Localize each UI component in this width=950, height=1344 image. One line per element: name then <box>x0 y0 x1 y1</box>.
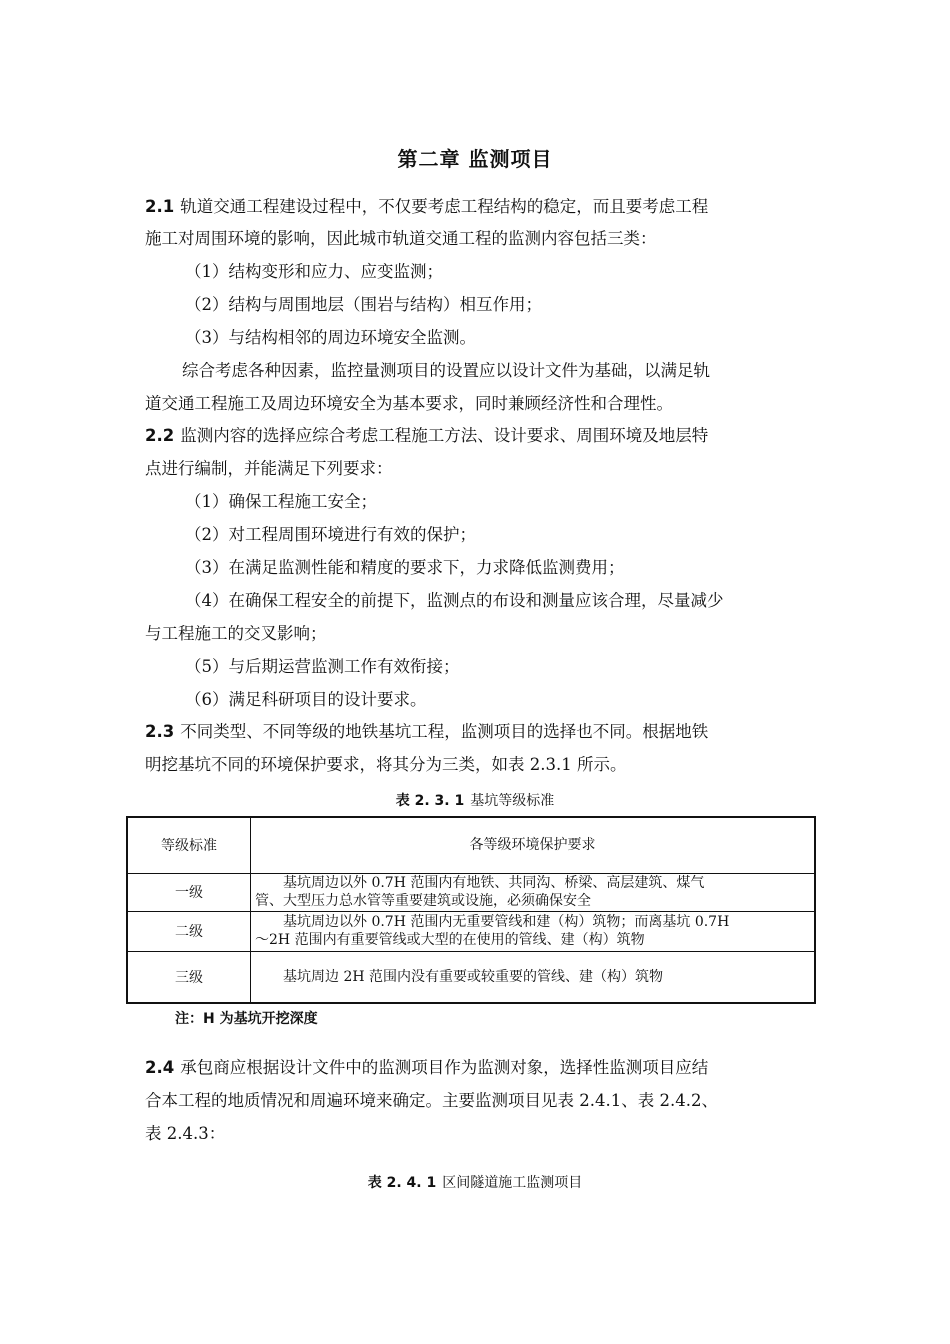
s24-line2: 合本工程的地质情况和周遍环境来确定。主要监测项目见表 2.4.1、表 2.4.2、 <box>145 1091 718 1110</box>
table-row <box>127 873 815 911</box>
s23-line1: 2.3 不同类型、不同等级的地铁基坑工程，监测项目的选择也不同。根据地铁 <box>145 722 709 741</box>
s24-number: 2.4 <box>145 1058 175 1077</box>
s23-line2: 明挖基坑不同的环境保护要求，将其分为三类，如表 2.3.1 所示。 <box>145 755 627 774</box>
s21-item-3: （3）与结构相邻的周边环境安全监测。 <box>185 328 476 347</box>
table-row <box>127 911 815 951</box>
s22-number: 2.2 <box>145 426 175 445</box>
table-row <box>127 951 815 1003</box>
s24-line1: 2.4 承包商应根据设计文件中的监测项目作为监测对象，选择性监测项目应结 <box>145 1058 709 1077</box>
row-grade: 二级 <box>127 911 251 951</box>
s21-item-1: （1）结构变形和应力、应变监测； <box>185 262 443 281</box>
s22-item-3: （3）在满足监测性能和精度的要求下，力求降低监测费用； <box>185 558 625 577</box>
table-231 <box>126 816 816 1004</box>
s21-para-line2: 道交通工程施工及周边环境安全为基本要求，同时兼顾经济性和合理性。 <box>145 394 673 413</box>
header-requirements: 各等级环境保护要求 <box>251 817 816 873</box>
s21-item-2: （2）结构与周围地层（围岩与结构）相互作用； <box>185 295 542 314</box>
table-241-caption-number: 表 2. 4. 1 <box>367 1175 437 1191</box>
header-grade: 等级标准 <box>127 817 251 873</box>
s22-item-4-cont: 与工程施工的交叉影响； <box>145 624 327 643</box>
s23-number: 2.3 <box>145 722 175 741</box>
table-header-row <box>127 817 815 873</box>
row-requirement: 基坑周边 2H 范围内没有重要或较重要的管线、建（构）筑物 <box>251 951 816 1003</box>
chapter-title: 第二章 监测项目 <box>397 147 553 171</box>
table-231-note: 注：H 为基坑开挖深度 <box>175 1011 318 1027</box>
s22-line2: 点进行编制，并能满足下列要求： <box>145 459 393 478</box>
table-231-caption <box>0 790 950 810</box>
row-grade: 三级 <box>127 951 251 1003</box>
s22-item-6: （6）满足科研项目的设计要求。 <box>185 690 427 709</box>
table-231-caption-number: 表 2. 3. 1 <box>395 793 465 809</box>
s22-item-1: （1）确保工程施工安全； <box>185 492 377 511</box>
row-requirement: 基坑周边以外 0.7H 范围内无重要管线和建（构）筑物；而离基坑 0.7H ～2H 范围内有重要管线或大型的在使用的管线、建（构）筑物 <box>251 911 816 951</box>
table-241-caption-text: 区间隧道施工监测项目 <box>442 1175 583 1191</box>
s24-line3: 表 2.4.3： <box>145 1124 226 1143</box>
s21-line2: 施工对周围环境的影响，因此城市轨道交通工程的监测内容包括三类： <box>145 229 657 248</box>
table-231-caption-text: 基坑等级标准 <box>470 793 555 809</box>
s22-item-5: （5）与后期运营监测工作有效衔接； <box>185 657 460 676</box>
s22-line1: 2.2 监测内容的选择应综合考虑工程施工方法、设计要求、周围环境及地层特 <box>145 426 709 445</box>
s21-line1: 2.1 轨道交通工程建设过程中，不仅要考虑工程结构的稳定，而且要考虑工程 <box>145 197 709 216</box>
s21-number: 2.1 <box>145 197 175 216</box>
s21-para-line1: 综合考虑各种因素，监控量测项目的设置应以设计文件为基础，以满足轨 <box>182 361 710 380</box>
table-241-caption <box>0 1172 950 1192</box>
s22-item-4: （4）在确保工程安全的前提下，监测点的布设和测量应该合理，尽量减少 <box>185 591 724 610</box>
row-grade: 一级 <box>127 873 251 911</box>
row-requirement: 基坑周边以外 0.7H 范围内有地铁、共同沟、桥梁、高层建筑、煤气 管、大型压力总水管等重要建筑或设施，必须确保安全 <box>251 873 816 911</box>
s22-item-2: （2）对工程周围环境进行有效的保护； <box>185 525 476 544</box>
